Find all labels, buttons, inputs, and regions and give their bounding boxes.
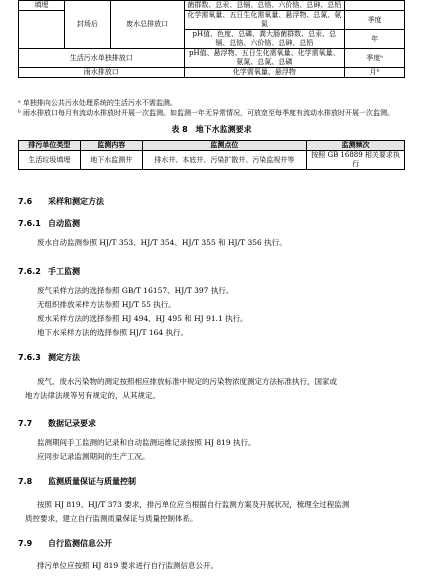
paragraph-line: 地方法律法规等另有规定的，从其规定。 bbox=[25, 391, 160, 400]
wastewater-monitoring-table bbox=[18, 0, 405, 78]
table-notes bbox=[18, 98, 405, 118]
table-row bbox=[19, 1, 405, 11]
section-heading: 7.6.2 手工监测 bbox=[18, 267, 80, 276]
section-heading: 7.6.1 自动监测 bbox=[18, 219, 80, 228]
column-header: 监测点位 bbox=[142, 141, 307, 151]
paragraph-line: 监测期间手工监测的记录和自动监测运维记录按照 HJ 819 执行。 bbox=[37, 438, 256, 447]
column-header: 监测内容 bbox=[80, 141, 142, 151]
column-header: 排污单位类型 bbox=[19, 141, 81, 151]
table-cell: 生活污水单独排放口 bbox=[19, 49, 185, 68]
table-cell: 年 bbox=[345, 30, 405, 49]
table-cell: 化学需氧量、悬浮物 bbox=[184, 68, 345, 78]
table-cell: pH值、色度、总磷、粪大肠菌群数、总汞、总镉、总铬、六价铬、总砷、总铅 bbox=[184, 30, 345, 49]
paragraph-line: 质控要求，建立自行监测质量保证与质量控制体系。 bbox=[25, 514, 198, 523]
paragraph-line: 废气采样方法的选择参照 GB/T 16157、HJ/T 397 执行。 bbox=[37, 286, 234, 295]
paragraph-line: 排污单位应按照 HJ 819 要求进行自行监测信息公开。 bbox=[37, 561, 219, 570]
table-cell: 雨水排放口 bbox=[19, 68, 185, 78]
paragraph bbox=[37, 236, 407, 250]
paragraph-line: 废水自动监测参照 HJ/T 353、HJ/T 354、HJ/T 355 和 HJ/T 356 执行。 bbox=[37, 238, 287, 247]
paragraph-line: 地下水采样方法的选择参照 HJ/T 164 执行。 bbox=[37, 328, 189, 337]
paragraph bbox=[37, 284, 407, 340]
table-cell bbox=[345, 1, 405, 11]
table-cell: 生活垃圾填埋 bbox=[19, 151, 81, 170]
section-heading: 7.6 采样和测定方法 bbox=[18, 197, 104, 206]
table-cell: 封场后 bbox=[64, 1, 110, 49]
paragraph-line: 按照 HJ 819、HJ/T 373 要求，排污单位应当根据自行监测方案及开展状况，梳理全过程监测 bbox=[37, 500, 350, 509]
section-heading: 7.8 监测质量保证与质量控制 bbox=[18, 477, 136, 486]
table-cell: 菌群数、总汞、总镉、总铬、六价铬、总砷、总铅 bbox=[184, 1, 345, 11]
section-heading: 7.7 数据记录要求 bbox=[18, 419, 96, 428]
section-heading: 7.6.3 测定方法 bbox=[18, 353, 80, 362]
table-row bbox=[19, 68, 405, 78]
table-cell: 化学需氧量、五日生化需氧量、悬浮物、总氮、氨氮 bbox=[184, 11, 345, 30]
table-cell: 月ᵇ bbox=[345, 68, 405, 78]
table-cell: 按照 GB 16889 相关要求执行 bbox=[307, 151, 405, 170]
section-heading: 7.9 自行监测信息公开 bbox=[18, 539, 112, 548]
table-cell: 地下水监测井 bbox=[80, 151, 142, 170]
table-row bbox=[19, 49, 405, 68]
column-header: 监测频次 bbox=[307, 141, 405, 151]
table-cell: 季度ᵃ bbox=[345, 49, 405, 68]
table-note: ᵃ 单独排向公共污水处理系统的生活污水不需监测。 bbox=[18, 99, 177, 107]
table-note: ᵇ 雨水排放口每月有流动水排放时开展一次监测。如监测一年无异常情况，可放宽至每季度有流动水排放时开展一次监测。 bbox=[18, 109, 395, 117]
paragraph bbox=[37, 559, 407, 573]
groundwater-table bbox=[18, 140, 405, 170]
table-row bbox=[19, 151, 405, 170]
table-header-row bbox=[19, 141, 405, 151]
table-cell: 废水总排放口 bbox=[110, 1, 184, 49]
paragraph bbox=[37, 436, 407, 464]
paragraph-line: 废水采样方法的选择参照 HJ 494、HJ 495 和 HJ 91.1 执行。 bbox=[37, 314, 248, 323]
table-cell: 排水井、本底井、污染扩散井、污染监视井等 bbox=[142, 151, 307, 170]
table-caption: 表 8 地下水监测要求 bbox=[171, 125, 252, 134]
paragraph-line: 应同步记录监测期间的生产工况。 bbox=[37, 452, 150, 461]
paragraph-line: 无组织排放采样方法参照 HJ/T 55 执行。 bbox=[37, 300, 176, 309]
paragraph bbox=[25, 498, 407, 526]
table-cell: 填埋 bbox=[19, 1, 65, 11]
paragraph bbox=[25, 375, 407, 403]
paragraph-line: 废气、废水污染物的测定按照相应排放标准中规定的污染物浓度测定方法标准执行，国家或 bbox=[37, 377, 337, 386]
table-cell bbox=[19, 11, 65, 49]
table-cell: pH值、悬浮物、五日生化需氧量、化学需氧量、氨氮、总氮、总磷 bbox=[184, 49, 345, 68]
table-cell: 季度 bbox=[345, 11, 405, 30]
